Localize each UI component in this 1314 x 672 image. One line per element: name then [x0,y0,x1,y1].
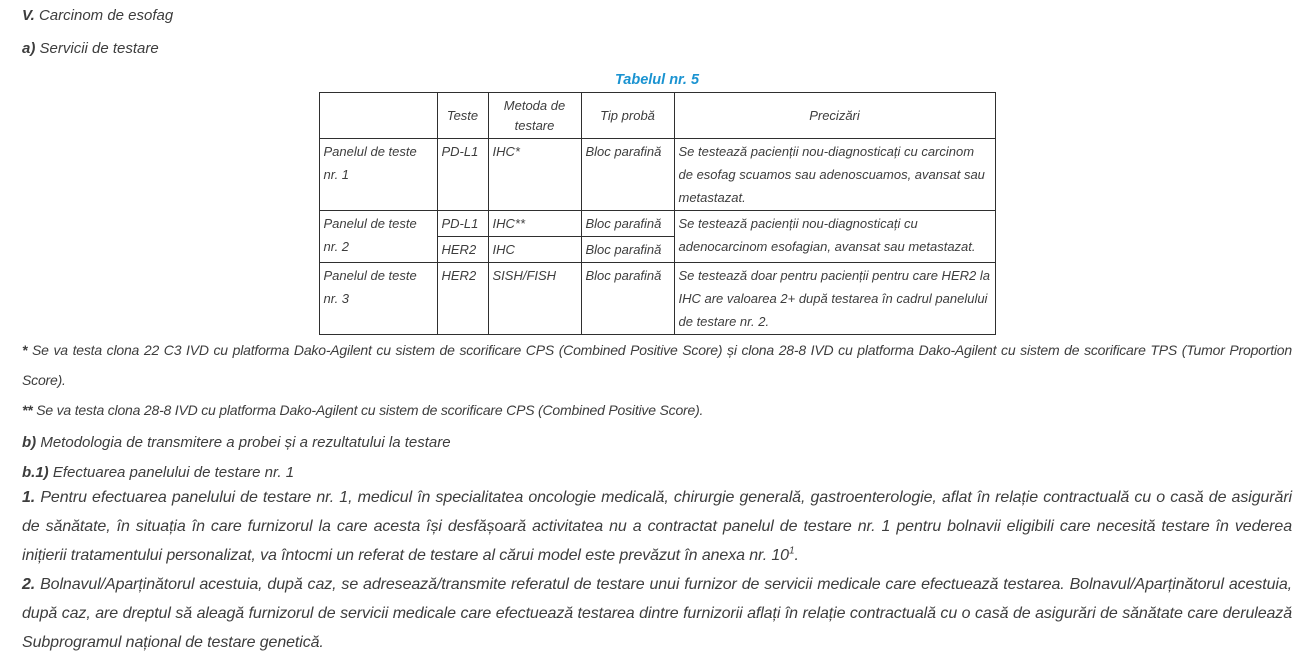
panel-3-metoda: SISH/FISH [488,263,581,335]
paragraph-1-text: Pentru efectuarea panelului de testare nr. 1, medicul în specialitatea oncologie medicală, chirurgie generală, gastroenterologie, aflat în relație contractuală cu o casă de asigurări de sănătate, în situația în care furnizorul la care acesta își desfășoară activitatea nu a contractat panelul de testare nr. 1 pentru bolnavii eligibili care necesită testare în vederea inițierii tratamentului personalizat, va întocmi un referat de testare al cărui model este prevăzut în anexa nr. 10 [22,489,1292,564]
panel-3-teste: HER2 [437,263,488,335]
table-corner-cell [319,93,437,139]
column-header-metoda-de-testare: Metoda de testare [488,93,581,139]
footnote-double-asterisk-text: Se va testa clona 28-8 IVD cu platforma Dako-Agilent cu sistem de scorificare CPS (Combined Positive Score). [36,402,704,418]
table-row [319,139,995,211]
panel-1-teste: PD-L1 [437,139,488,211]
column-header-tip-proba: Tip probă [581,93,674,139]
panel-2-tip-proba-2: Bloc parafină [581,237,674,263]
heading-metodologia [22,433,1292,453]
table-header-row [319,93,995,139]
panel-3-tip-proba: Bloc parafină [581,263,674,335]
footnote-single-asterisk-marker: * [22,342,28,358]
column-header-teste: Teste [437,93,488,139]
panel-2-label: Panelul de teste nr. 2 [319,211,437,263]
heading-servicii-testare [22,39,1292,59]
panel-3-precizari: Se testează doar pentru pacienții pentru care HER2 la IHC are valoarea 2+ după testarea în cadrul panelului de testare nr. 2. [674,263,995,335]
panel-1-label: Panelul de teste nr. 1 [319,139,437,211]
paragraph-1-period: . [794,547,799,564]
heading-efectuarea-panelului-text: Efectuarea panelului de testare nr. 1 [52,464,295,481]
table-row [319,211,995,237]
panel-1-metoda: IHC* [488,139,581,211]
footnote-double-asterisk [22,395,1292,425]
heading-section-v-text: Carcinom de esofag [38,7,174,24]
paragraph-2-text: Bolnavul/Aparținătorul acestuia, după caz, se adresează/transmite referatul de testare unui furnizor de servicii medicale care efectuează testarea. Bolnavul/Aparținătorul acestuia, după caz, are dreptul să aleagă furnizorul de servicii medicale care efectuează testarea dintre furnizorii aflați în relație contractuală cu o casă de asigurări de sănătate care derulează Subprogramul național de testare genetică. [22,576,1292,651]
heading-metodologia-text: Metodologia de transmitere a probei și a rezultatului la testare [40,434,451,451]
panel-1-precizari: Se testează pacienții nou-diagnosticați cu carcinom de esofag scuamos sau adenoscuamos, avansat sau metastazat. [674,139,995,211]
panel-1-tip-proba: Bloc parafină [581,139,674,211]
heading-servicii-testare-text: Servicii de testare [39,40,159,57]
panel-2-metoda-2: IHC [488,237,581,263]
panel-2-teste-2: HER2 [437,237,488,263]
paragraph-2-marker: 2. [22,576,36,593]
heading-efectuarea-panelului-marker: b.1) [22,464,49,481]
panel-2-precizari: Se testează pacienții nou-diagnosticați cu adenocarcinom esofagian, avansat sau metastazat. [674,211,995,263]
panel-3-label: Panelul de teste nr. 3 [319,263,437,335]
footnote-double-asterisk-marker: ** [22,402,33,418]
panel-2-metoda-1: IHC** [488,211,581,237]
heading-section-v [22,6,1292,26]
footnote-single-asterisk-text: Se va testa clona 22 C3 IVD cu platforma Dako-Agilent cu sistem de scorificare CPS (Combined Positive Score) și clona 28-8 IVD cu platforma Dako-Agilent cu sistem de scorificare TPS (Tumor Proportion Score). [22,342,1292,388]
paragraph-1-superscript: 1 [788,545,795,557]
paragraph-2 [22,570,1292,657]
table-title: Tabelul nr. 5 [614,72,700,88]
testing-panels-table [319,92,996,335]
heading-section-v-marker: V. [22,7,35,24]
heading-efectuarea-panelului [22,463,1292,483]
footnote-single-asterisk [22,335,1292,395]
paragraph-1 [22,483,1292,570]
column-header-precizari: Precizări [674,93,995,139]
paragraph-1-marker: 1. [22,489,36,506]
panel-2-teste-1: PD-L1 [437,211,488,237]
table-row [319,263,995,335]
heading-servicii-testare-marker: a) [22,40,36,57]
panel-2-tip-proba-1: Bloc parafină [581,211,674,237]
heading-metodologia-marker: b) [22,434,37,451]
